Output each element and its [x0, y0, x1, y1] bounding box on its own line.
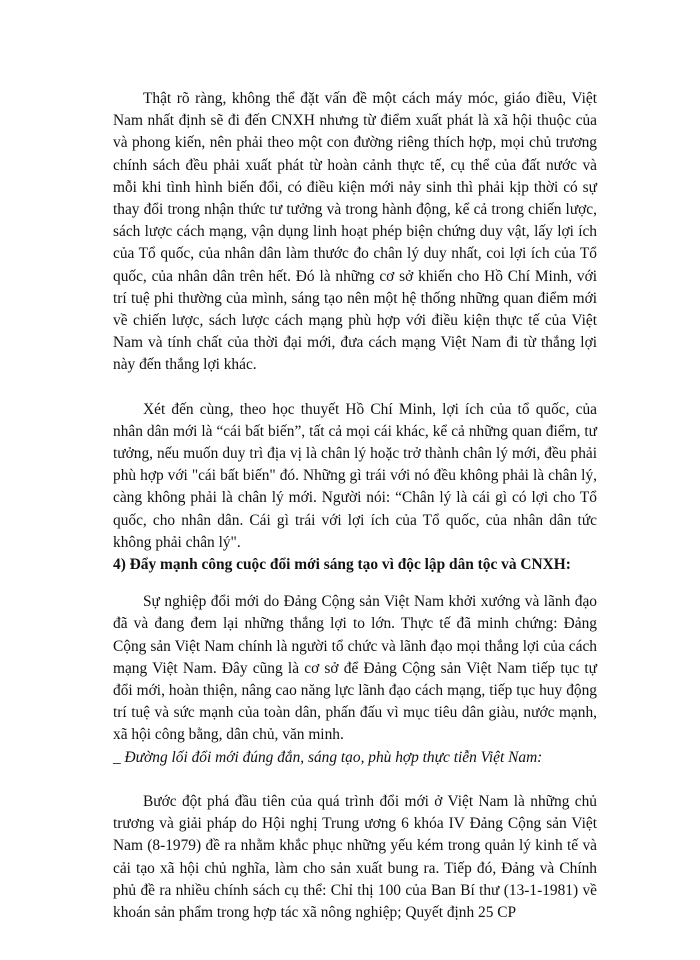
- section-heading: 4) Đẩy mạnh công cuộc đổi mới sáng tạo vì độc lập dân tộc và CNXH:: [113, 556, 571, 574]
- body-paragraph: Bước đột phá đầu tiên của quá trình đổi mới ở Việt Nam là những chủ trương và giải pháp do Hội nghị Trung ương 6 khóa IV Đảng Cộng sản Việt Nam (8-1979) đề ra nhằm khắc phục những yếu kém trong quản lý kinh tế và cải tạo xã hội chủ nghĩa, làm cho sản xuất bung ra. Tiếp đó, Đảng và Chính phủ đề ra nhiều chính sách cụ thể: Chỉ thị 100 của Ban Bí thư (13-1-1981) về khoán sản phẩm trong hợp tác xã nông nghiệp; Quyết định 25 CP: [113, 792, 597, 921]
- section-subheading: _ Đường lối đổi mới đúng đắn, sáng tạo, phù hợp thực tiễn Việt Nam:: [113, 748, 543, 766]
- body-paragraph: Xét đến cùng, theo học thuyết Hồ Chí Minh, lợi ích của tổ quốc, của nhân dân mới là “cái bất biến”, tất cả mọi cái khác, kể cả những quan điểm, tư tưởng, nếu muốn duy trì địa vị là chân lý hoặc trở thành chân lý mới, đều phải phù hợp với "cái bất biến" đó. Những gì trái với nó đều không phải là chân lý, càng không phải là chân lý mới. Người nói: “Chân lý là cái gì có lợi cho Tổ quốc, cho nhân dân. Cái gì trái với lợi ích của Tổ quốc, của nhân dân tức không phải chân lý".: [113, 400, 597, 551]
- body-paragraph: Thật rõ ràng, không thể đặt vấn đề một cách máy móc, giáo điều, Việt Nam nhất định sẽ đi đến CNXH nhưng từ điểm xuất phát là xã hội thuộc của và phong kiến, nên phải theo một con đường riêng thích hợp, mọi chủ trương chính sách đều phải xuất phát từ hoàn cảnh thực tế, cụ thể của đất nước và mỗi khi tình hình biến đổi, có điều kiện mới nảy sinh thì phải kịp thời có sự thay đổi trong nhận thức tư tưởng và trong hành động, kể cả trong chiến lược, sách lược cách mạng, vận dụng linh hoạt phép biện chứng duy vật, lấy lợi ích của Tổ quốc, của nhân dân làm thước đo chân lý duy nhất, coi lợi ích của Tổ quốc, của nhân dân trên hết. Đó là những cơ sở khiến cho Hồ Chí Minh, với trí tuệ phi thường của mình, sáng tạo nên một hệ thống những quan điểm mới về chiến lược, sách lược cách mạng phù hợp với điều kiện thực tế của Việt Nam và tính chất của thời đại mới, đưa cách mạng Việt Nam đi từ thắng lợi này đến thắng lợi khác.: [113, 90, 597, 374]
- document-page: [113, 88, 597, 924]
- body-paragraph: Sự nghiệp đổi mới do Đảng Cộng sản Việt Nam khởi xướng và lãnh đạo đã và đang đem lại những thắng lợi to lớn. Thực tế đã minh chứng: Đảng Cộng sản Việt Nam chính là người tổ chức và lãnh đạo mọi thắng lợi của cách mạng Việt Nam. Đây cũng là cơ sở để Đảng Cộng sản Việt Nam tiếp tục tự đổi mới, hoàn thiện, nâng cao năng lực lãnh đạo cách mạng, tiếp tục huy động trí tuệ và sức mạnh của toàn dân, phấn đấu vì mục tiêu dân giàu, nước mạnh, xã hội công bằng, dân chủ, văn minh.: [113, 593, 597, 744]
